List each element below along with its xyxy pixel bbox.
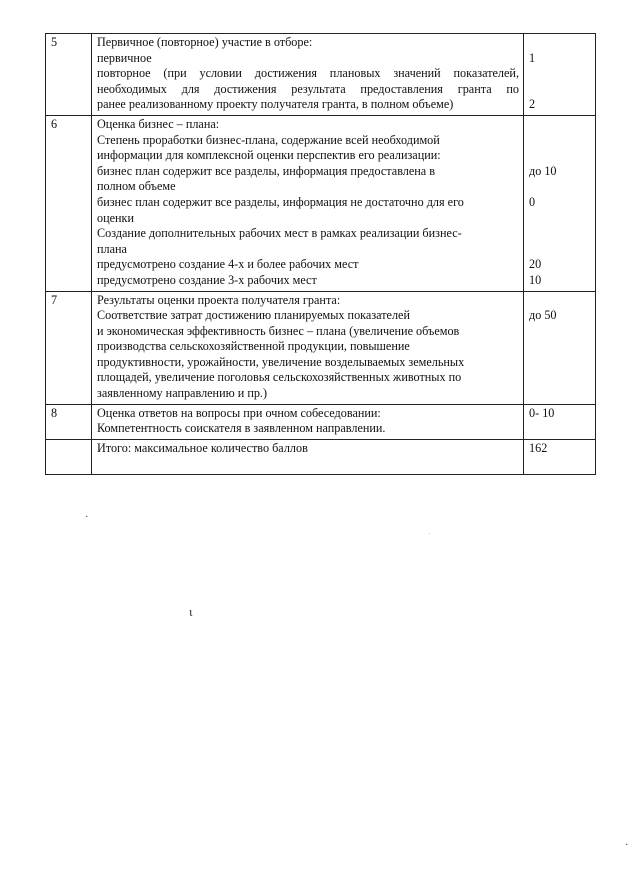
criterion-line: площадей, увеличение поголовья сельскохозяйственных животных по [97, 370, 462, 385]
points-spacer [529, 293, 591, 309]
criterion-line: Оценка ответов на вопросы при очном собеседовании: [97, 405, 381, 420]
criterion-line: Оценка бизнес – плана: [97, 116, 220, 131]
criterion-line: Итого: максимальное количество баллов [97, 440, 308, 455]
scan-speck: · [85, 512, 89, 523]
points-spacer [529, 339, 591, 355]
points-value: 10 [529, 272, 542, 287]
criterion-line: заявленному направлению и пр.) [97, 386, 268, 401]
criterion-line: необходимых для достижения результата предоставления гранта по [97, 81, 519, 96]
points-spacer [529, 179, 591, 195]
criterion-line: Степень проработки бизнес-плана, содержание всей необходимой [97, 132, 440, 147]
points-spacer [529, 242, 591, 258]
criterion-line: бизнес план содержит все разделы, информация не достаточно для его [97, 194, 464, 209]
criterion-line: предусмотрено создание 4-х и более рабочих мест [97, 257, 359, 272]
points-value: 0- 10 [529, 405, 555, 420]
scan-mark: ɩ [189, 604, 193, 619]
criterion-line: Соответствие затрат достижению планируемых показателей [97, 308, 410, 323]
criterion-line: производства сельскохозяйственной продукции, повышение [97, 339, 410, 354]
criterion-line: первичное [97, 50, 152, 65]
points-spacer [529, 117, 591, 133]
points-cell [524, 34, 596, 116]
blank-line [97, 456, 519, 472]
criterion-text [92, 115, 524, 291]
table-row [46, 439, 596, 474]
criterion-line: ранее реализованному проекту получателя гранта, в полном объеме) [97, 97, 454, 112]
scan-speck: · [625, 840, 629, 851]
points-value: 20 [529, 257, 542, 272]
row-number: 8 [46, 404, 92, 439]
criteria-table [45, 33, 596, 475]
points-spacer [529, 226, 591, 242]
points-value: 0 [529, 194, 536, 209]
row-number: 7 [46, 291, 92, 404]
points-cell [524, 439, 596, 474]
points-spacer [529, 370, 591, 386]
points-value: 1 [529, 50, 536, 65]
points-spacer [529, 355, 591, 371]
row-number: 5 [46, 34, 92, 116]
table-row [46, 115, 596, 291]
points-spacer [529, 421, 591, 437]
criterion-line: Компетентность соискателя в заявленном направлении. [97, 421, 386, 436]
points-cell [524, 404, 596, 439]
criterion-line: предусмотрено создание 3-х рабочих мест [97, 272, 317, 287]
criterion-line: и экономическая эффективность бизнес – плана (увеличение объемов [97, 323, 460, 338]
points-spacer [529, 148, 591, 164]
points-value: 2 [529, 97, 536, 112]
criterion-line: бизнес план содержит все разделы, информация предоставлена в [97, 163, 436, 178]
criterion-line: Создание дополнительных рабочих мест в рамках реализации бизнес- [97, 226, 462, 241]
criteria-table-body [46, 34, 596, 475]
points-value: до 50 [529, 308, 557, 323]
points-spacer [529, 35, 591, 51]
criterion-line: продуктивности, урожайности, увеличение возделываемых земельных [97, 354, 465, 369]
points-spacer [529, 386, 591, 402]
points-cell [524, 291, 596, 404]
criterion-line: повторное (при условии достижения плановых значений показателей, [97, 66, 519, 81]
table-row [46, 34, 596, 116]
row-number [46, 439, 92, 474]
row-number: 6 [46, 115, 92, 291]
criterion-text [92, 291, 524, 404]
points-cell [524, 115, 596, 291]
criterion-text [92, 404, 524, 439]
points-spacer [529, 211, 591, 227]
points-spacer [529, 66, 591, 82]
points-spacer [529, 82, 591, 98]
points-value: до 10 [529, 163, 557, 178]
criterion-line: плана [97, 241, 127, 256]
points-spacer [529, 324, 591, 340]
points-value: 162 [529, 440, 548, 455]
criterion-text [92, 34, 524, 116]
criterion-line: оценки [97, 210, 134, 225]
criterion-line: Результаты оценки проекта получателя гранта: [97, 292, 341, 307]
scan-speck: · [428, 530, 431, 538]
criterion-line: полном объеме [97, 179, 176, 194]
criterion-text [92, 439, 524, 474]
points-spacer [529, 133, 591, 149]
table-row [46, 291, 596, 404]
criterion-line: Первичное (повторное) участие в отборе: [97, 35, 313, 49]
table-row [46, 404, 596, 439]
criterion-line: информации для комплексной оценки перспектив его реализации: [97, 148, 441, 163]
